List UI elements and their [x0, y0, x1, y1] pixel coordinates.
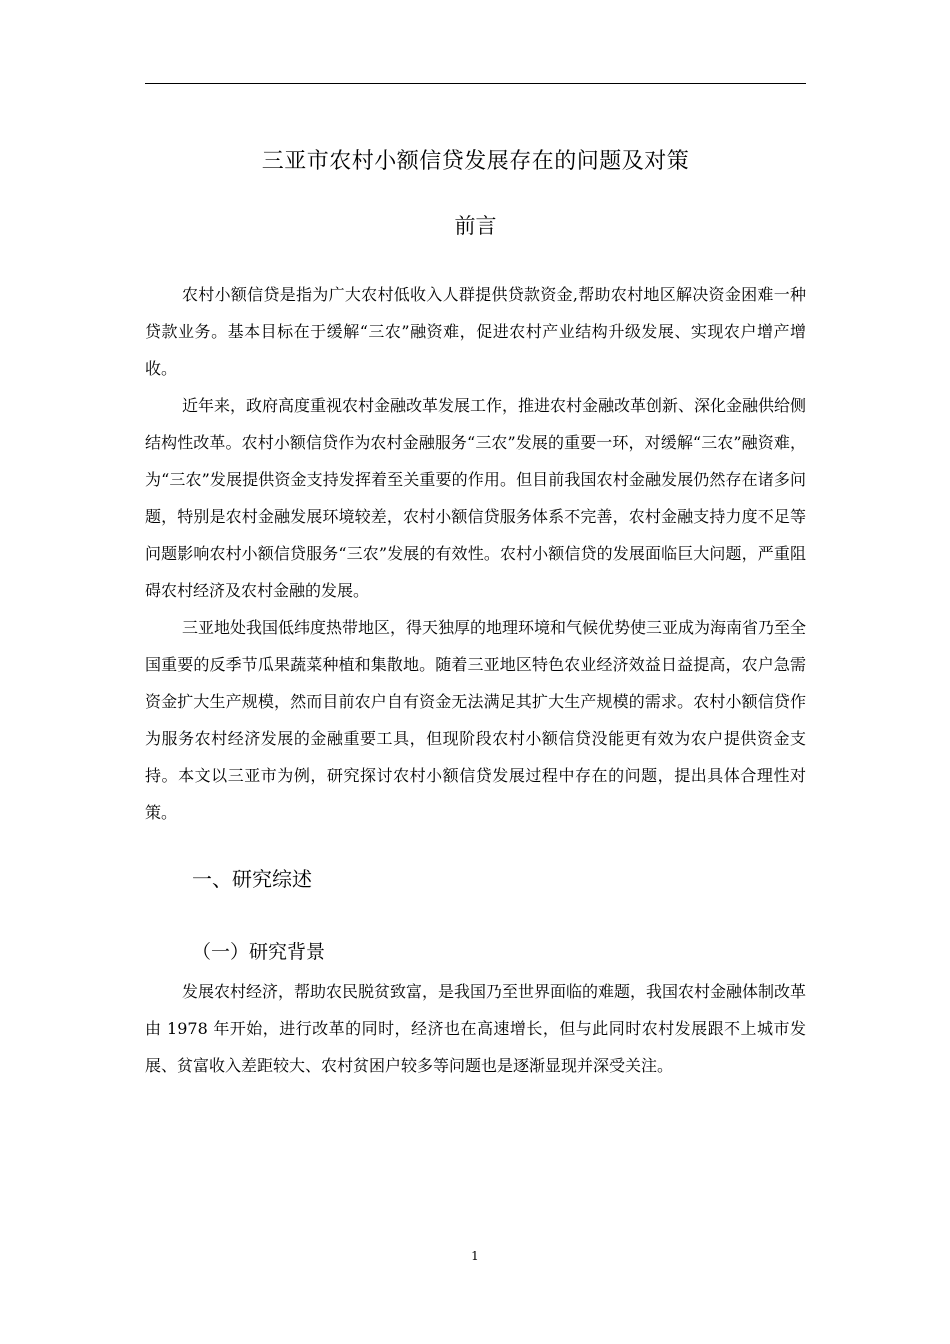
section-heading: （一）研究背景	[192, 941, 326, 963]
paragraph: 三亚地处我国低纬度热带地区，得天独厚的地理环境和气候优势使三亚成为海南省乃至全国重要的反季节瓜果蔬菜种植和集散地。随着三亚地区特色农业经济效益日益提高，农户急需资金扩大生产规模，然而目前农户自有资金无法满足其扩大生产规模的需求。农村小额信贷作为服务农村经济发展的金融重要工具，但现阶段农村小额信贷没能更有效为农户提供资金支持。本文以三亚市为例，研究探讨农村小额信贷发展过程中存在的问题，提出具体合理性对策。	[145, 618, 807, 822]
page-number: 1	[471, 1249, 479, 1263]
page-content	[145, 140, 806, 1084]
paragraph: 近年来，政府高度重视农村金融改革发展工作，推进农村金融改革创新、深化金融供给侧结构性改革。农村小额信贷作为农村金融服务“三农”发展的重要一环，对缓解“三农”融资难，为“三农”发展提供资金支持发挥着至关重要的作用。但目前我国农村金融发展仍然存在诸多问题，特别是农村金融发展环境较差，农村小额信贷服务体系不完善，农村金融支持力度不足等问题影响农村小额信贷服务“三农”发展的有效性。农村小额信贷的发展面临巨大问题，严重阻碍农村经济及农村金融的发展。	[145, 396, 807, 600]
paragraph: 农村小额信贷是指为广大农村低收入人群提供贷款资金,帮助农村地区解决资金困难一种贷款业务。基本目标在于缓解“三农”融资难，促进农村产业结构升级发展、实现农户增产增收。	[145, 285, 806, 378]
chapter-heading: 一、研究综述	[192, 867, 312, 891]
foreword-heading: 前言	[454, 214, 497, 238]
paragraph: 发展农村经济，帮助农民脱贫致富，是我国乃至世界面临的难题，我国农村金融体制改革由 1978 年开始，进行改革的同时，经济也在高速增长，但与此同时农村发展跟不上城市发展、贫富收入差距较大、农村贫困户较多等问题也是逐渐显现并深受关注。	[145, 982, 807, 1075]
document-title: 三亚市农村小额信贷发展存在的问题及对策	[261, 149, 690, 174]
header-rule	[145, 83, 806, 84]
